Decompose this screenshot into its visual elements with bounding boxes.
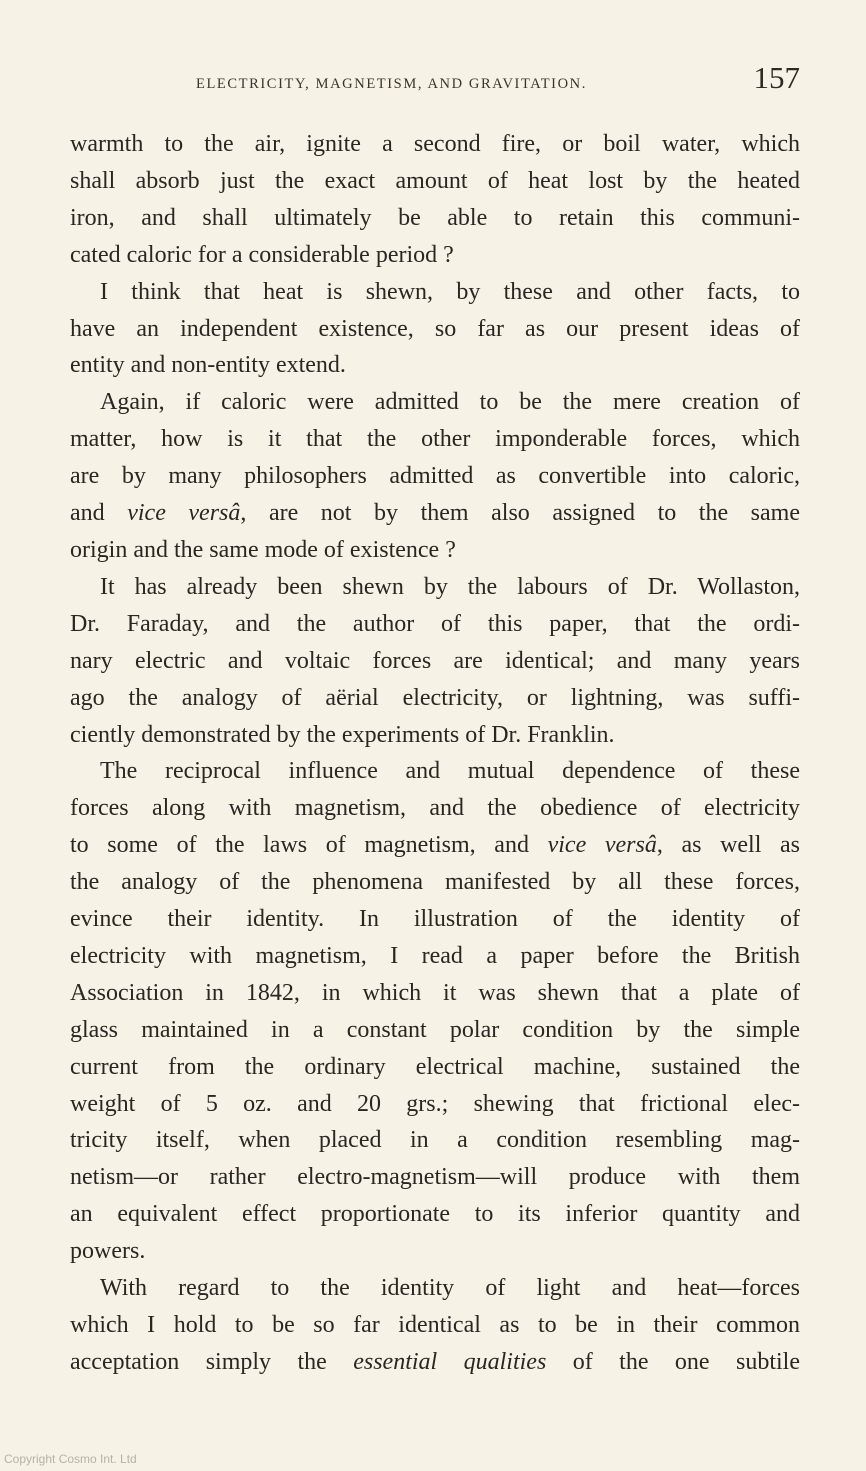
text-line: powers. bbox=[70, 1238, 146, 1265]
paragraph bbox=[70, 274, 800, 385]
text-line: forces along with magnetism, and the obedience of electricity bbox=[70, 795, 800, 822]
text-line: which I hold to be so far identical as to be in their common bbox=[70, 1312, 800, 1338]
text-line: and vice versâ, are not by them also assigned to the same bbox=[70, 500, 800, 527]
text-line: electricity with magnetism, I read a paper before the British bbox=[70, 942, 800, 969]
paragraph bbox=[70, 569, 800, 754]
page-number: 157 bbox=[753, 60, 800, 95]
text-line: weight of 5 oz. and 20 grs.; shewing that frictional elec- bbox=[70, 1090, 800, 1117]
text-line: shall absorb just the exact amount of heat lost by the heated bbox=[70, 167, 800, 194]
text-line: an equivalent effect proportionate to its inferior quantity and bbox=[70, 1201, 800, 1228]
text-line: the analogy of the phenomena manifested by all these forces, bbox=[70, 869, 800, 896]
paragraph bbox=[70, 1270, 800, 1381]
text-line: entity and non-entity extend. bbox=[70, 352, 346, 379]
text-line: are by many philosophers admitted as convertible into caloric, bbox=[70, 463, 800, 490]
text-line: tricity itself, when placed in a condition resembling mag- bbox=[70, 1127, 800, 1154]
italic-phrase: essential qualities bbox=[353, 1348, 547, 1375]
text-line: It has already been shewn by the labours of Dr. Wollaston, bbox=[100, 573, 800, 600]
text-line: nary electric and voltaic forces are identical; and many years bbox=[70, 647, 800, 674]
text-line: Association in 1842, in which it was shewn that a plate of bbox=[70, 979, 800, 1006]
text-line: current from the ordinary electrical machine, sustained the bbox=[70, 1053, 800, 1080]
text-line: I think that heat is shewn, by these and other facts, to bbox=[100, 278, 800, 305]
text-line: Dr. Faraday, and the author of this paper, that the ordi- bbox=[70, 610, 800, 637]
paragraph bbox=[70, 126, 800, 274]
text-line: cated caloric for a considerable period ? bbox=[70, 241, 454, 268]
italic-phrase: vice versâ bbox=[547, 832, 657, 859]
text-line: iron, and shall ultimately be able to retain this communi- bbox=[70, 204, 800, 231]
text-line: acceptation simply the essential qualities of the one subtile bbox=[70, 1348, 800, 1375]
paragraph bbox=[70, 384, 800, 569]
text-line: warmth to the air, ignite a second fire, or boil water, which bbox=[70, 131, 800, 157]
text-line: evince their identity. In illustration of the identity of bbox=[70, 906, 800, 933]
text-line: ago the analogy of aërial electricity, or lightning, was suffi- bbox=[70, 684, 800, 711]
text-line: The reciprocal influence and mutual dependence of these bbox=[100, 758, 800, 785]
text-line: ciently demonstrated by the experiments of Dr. Franklin. bbox=[70, 721, 615, 748]
italic-phrase: vice versâ bbox=[127, 500, 241, 527]
text-line: origin and the same mode of existence ? bbox=[70, 536, 456, 563]
body-text bbox=[70, 126, 800, 1381]
copyright-watermark: Copyright Cosmo Int. Ltd bbox=[4, 1452, 137, 1466]
running-head: ELECTRICITY, MAGNETISM, AND GRAVITATION. bbox=[196, 76, 587, 92]
paragraph bbox=[70, 753, 800, 1270]
text-line: have an independent existence, so far as our present ideas of bbox=[70, 315, 800, 342]
text-line: Again, if caloric were admitted to be the mere creation of bbox=[100, 389, 800, 416]
text-line: glass maintained in a constant polar condition by the simple bbox=[70, 1016, 800, 1043]
text-line: netism—or rather electro-magnetism—will produce with them bbox=[70, 1164, 800, 1191]
text-line: With regard to the identity of light and heat—forces bbox=[100, 1275, 800, 1302]
text-line: to some of the laws of magnetism, and vice versâ, as well as bbox=[70, 832, 801, 859]
text-line: matter, how is it that the other imponderable forces, which bbox=[70, 426, 800, 453]
